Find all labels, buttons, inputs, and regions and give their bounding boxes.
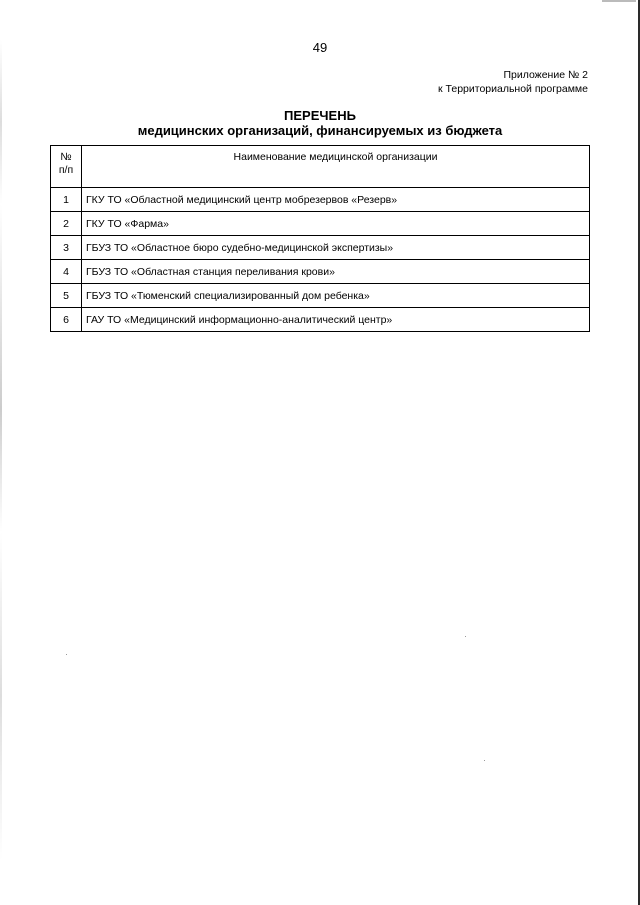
page-number: 49	[312, 40, 328, 55]
scan-edge-left	[0, 40, 2, 860]
header-name: Наименование медицинской организации	[82, 146, 590, 188]
scan-speck	[66, 654, 67, 655]
row-number: 2	[51, 212, 82, 236]
header-number-line-2: п/п	[58, 164, 74, 176]
row-organization-name: ГКУ ТО «Фарма»	[82, 212, 590, 236]
scan-speck	[484, 760, 485, 761]
document-title	[0, 108, 640, 138]
table-header-row	[51, 146, 590, 188]
row-organization-name: ГБУЗ ТО «Тюменский специализированный дом ребенка»	[82, 284, 590, 308]
appendix-line-2: к Территориальной программе	[438, 83, 588, 95]
row-organization-name: ГБУЗ ТО «Областное бюро судебно-медицинской экспертизы»	[82, 236, 590, 260]
scan-speck	[465, 636, 466, 637]
table-row	[51, 260, 590, 284]
appendix-note	[438, 68, 588, 96]
header-number-line-1: №	[60, 151, 72, 163]
table-row	[51, 236, 590, 260]
row-organization-name: ГКУ ТО «Областной медицинский центр мобрезервов «Резерв»	[82, 188, 590, 212]
title-main: ПЕРЕЧЕНЬ	[284, 108, 356, 123]
row-number: 5	[51, 284, 82, 308]
table-row	[51, 188, 590, 212]
organizations-table	[50, 145, 590, 332]
row-organization-name: ГБУЗ ТО «Областная станция переливания крови»	[82, 260, 590, 284]
scan-mark-top	[602, 0, 636, 2]
table-row	[51, 284, 590, 308]
table-row	[51, 212, 590, 236]
header-number	[51, 146, 82, 188]
row-number: 1	[51, 188, 82, 212]
appendix-line-1: Приложение № 2	[503, 69, 588, 81]
row-organization-name: ГАУ ТО «Медицинский информационно-аналитический центр»	[82, 308, 590, 332]
title-subtitle: медицинских организаций, финансируемых из бюджета	[137, 123, 503, 138]
row-number: 6	[51, 308, 82, 332]
row-number: 3	[51, 236, 82, 260]
row-number: 4	[51, 260, 82, 284]
table-row	[51, 308, 590, 332]
